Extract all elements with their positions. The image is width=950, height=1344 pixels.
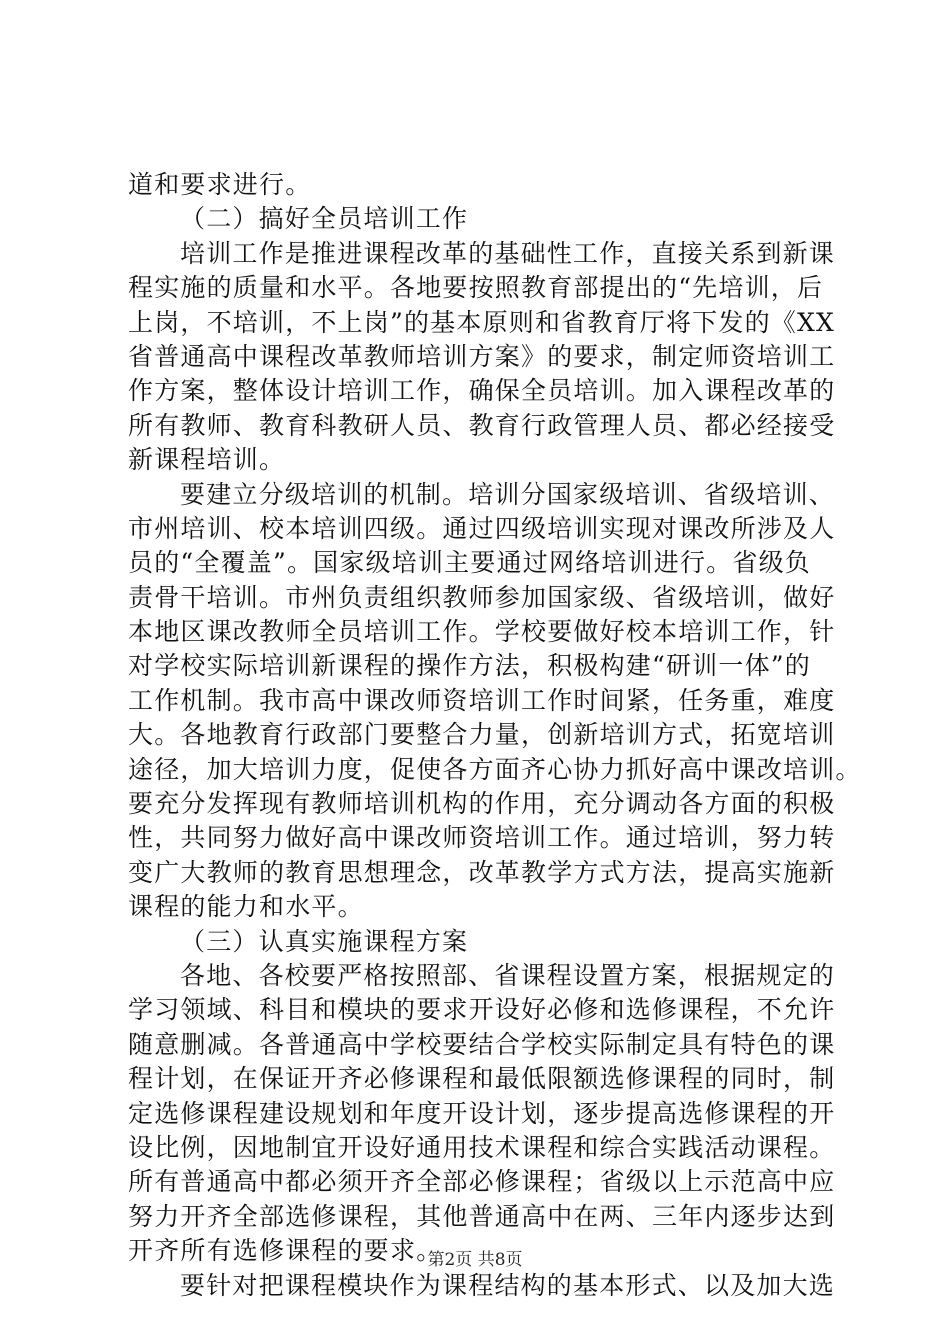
text-line: 对学校实际培训新课程的操作方法，积极构建“研训一体”的 [128, 651, 811, 681]
text-line: 市州培训、校本培训四级。通过四级培训实现对课改所涉及人 [128, 513, 836, 543]
text-line: 培训工作是推进课程改革的基础性工作，直接关系到新课 [180, 238, 836, 268]
text-line: 途径，加大培训力度，促使各方面齐心协力抓好高中课改培训。 [128, 754, 862, 784]
text-line: 员的“全覆盖”。国家级培训主要通过网络培训进行。省级负 [128, 548, 811, 578]
text-line: 程计划，在保证开齐必修课程和最低限额选修课程的同时，制 [128, 1064, 836, 1094]
text-line: 责骨干培训。市州负责组织教师参加国家级、省级培训，做好 [128, 582, 836, 612]
text-line: 学习领域、科目和模块的要求开设好必修和选修课程，不允许 [128, 995, 836, 1025]
section-heading-3: （三）认真实施课程方案 [180, 926, 469, 956]
text-line: 课程的能力和水平。 [128, 892, 364, 922]
text-line: 本地区课改教师全员培训工作。学校要做好校本培训工作，针 [128, 617, 836, 647]
text-line: 程实施的质量和水平。各地要按照教育部提出的“先培训，后 [128, 273, 824, 303]
text-line: 努力开齐全部选修课程，其他普通高中在两、三年内逐步达到 [128, 1201, 836, 1231]
text-line: 作方案，整体设计培训工作，确保全员培训。加入课程改革的 [128, 376, 836, 406]
text-line: 设比例，因地制宜开设好通用技术课程和综合实践活动课程。 [128, 1132, 836, 1162]
section-heading-2: （二）搞好全员培训工作 [180, 204, 469, 234]
text-line: 开齐所有选修课程的要求。 [128, 1236, 443, 1266]
text-line: 工作机制。我市高中课改师资培训工作时间紧，任务重，难度 [128, 685, 836, 715]
text-line: 所有普通高中都必须开齐全部必修课程；省级以上示范高中应 [128, 1167, 836, 1197]
text-line: 要针对把课程模块作为课程结构的基本形式、以及加大选 [180, 1270, 836, 1300]
page-number-footer: 第2页 共8页 [427, 1250, 523, 1270]
text-line: 省普通高中课程改革教师培训方案》的要求，制定师资培训工 [128, 341, 836, 371]
text-line: 上岗，不培训，不上岗”的基本原则和省教育厅将下发的《XX [128, 307, 835, 337]
text-line: 变广大教师的教育思想理念，改革教学方式方法，提高实施新 [128, 857, 836, 887]
text-line: 新课程培训。 [128, 445, 286, 475]
text-line: 要建立分级培训的机制。培训分国家级培训、省级培训、 [180, 479, 836, 509]
text-line: 大。各地教育行政部门要整合力量，创新培训方式，拓宽培训 [128, 720, 836, 750]
document-body [128, 168, 862, 1303]
text-line: 定选修课程建设规划和年度开设计划，逐步提高选修课程的开 [128, 1098, 836, 1128]
text-line: 性，共同努力做好高中课改师资培训工作。通过培训，努力转 [128, 823, 836, 853]
text-line: 道和要求进行。 [128, 170, 312, 199]
text-line: 各地、各校要严格按照部、省课程设置方案，根据规定的 [180, 960, 836, 990]
text-line: 所有教师、教育科教研人员、教育行政管理人员、都必经接受 [128, 410, 836, 440]
text-line: 随意删减。各普通高中学校要结合学校实际制定具有特色的课 [128, 1029, 836, 1059]
text-line: 要充分发挥现有教师培训机构的作用，充分调动各方面的积极 [128, 789, 836, 819]
